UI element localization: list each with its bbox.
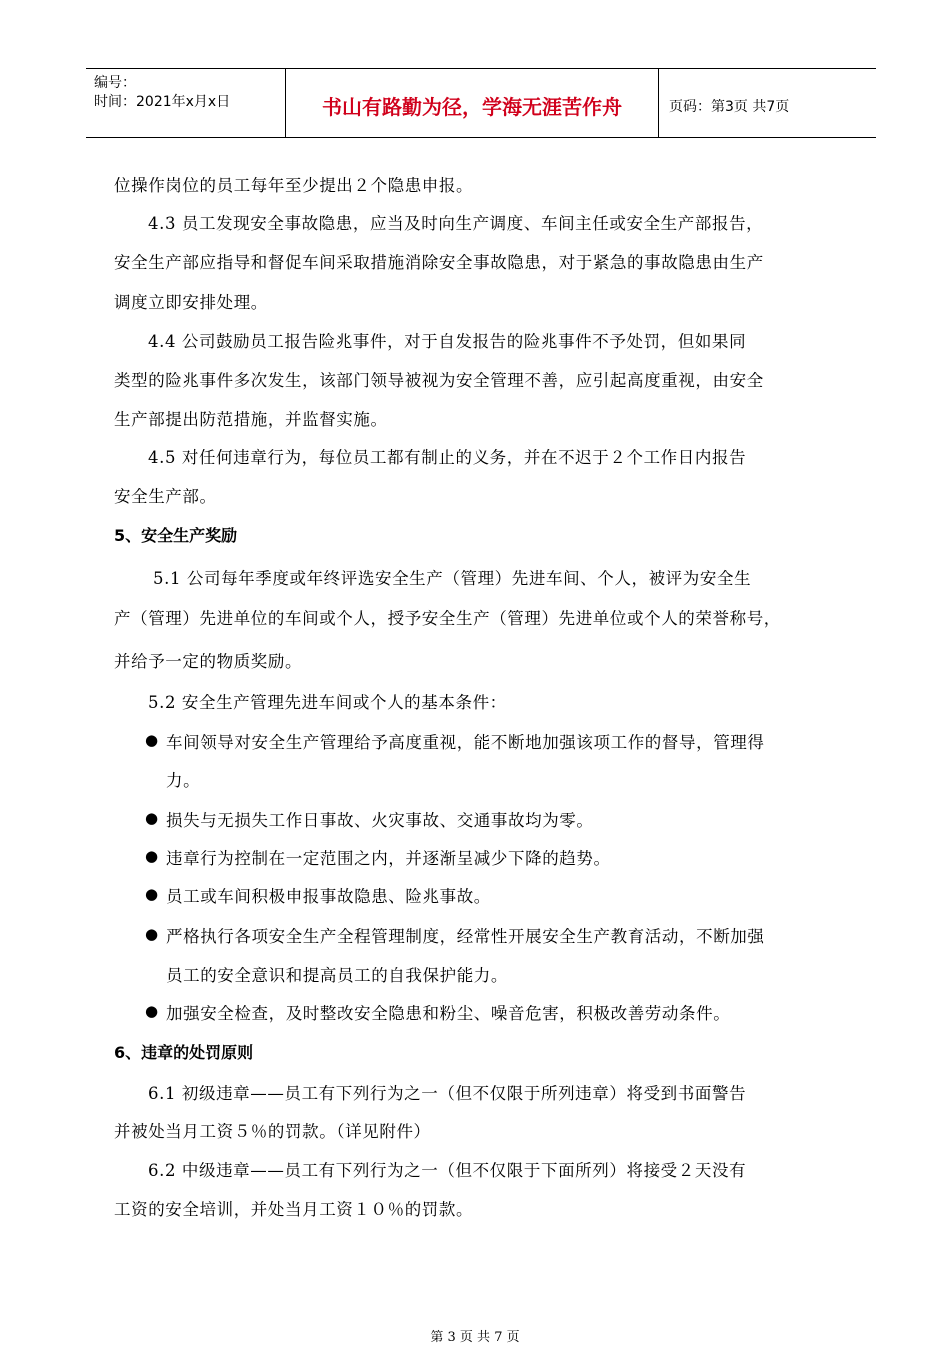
paragraph-line: 生产部提出防范措施，并监督实施。 — [114, 410, 388, 429]
list-item: 力。 — [166, 771, 201, 790]
header-page-cell — [659, 69, 876, 137]
paragraph-line: 类型的险兆事件多次发生，该部门领导被视为安全管理不善，应引起高度重视，由安全 — [114, 371, 764, 390]
paragraph-line: 工资的安全培训，并处当月工资１０％的罚款。 — [114, 1200, 474, 1219]
bullet-icon: ● — [145, 885, 159, 903]
header-meta-cell — [86, 69, 286, 137]
section-heading: 6、违章的处罚原则 — [114, 1043, 254, 1062]
header-page-number: 页码：第3页 共7页 — [669, 99, 790, 115]
list-item: 加强安全检查，及时整改安全隐患和粉尘、噪音危害，积极改善劳动条件。 — [166, 1004, 731, 1023]
paragraph-line: 产（管理）先进单位的车间或个人，授予安全生产（管理）先进单位或个人的荣誉称号， — [114, 609, 781, 628]
bullet-icon: ● — [145, 925, 159, 943]
paragraph-line: 4.4 公司鼓励员工报告险兆事件，对于自发报告的险兆事件不予处罚，但如果同 — [148, 332, 747, 351]
header-motto: 书山有路勤为径，学海无涯苦作舟 — [322, 95, 622, 119]
document-date-label: 时间：2021年x月x日 — [94, 94, 231, 110]
paragraph-line: 位操作岗位的员工每年至少提出２个隐患申报。 — [114, 176, 474, 195]
paragraph-line: 并给予一定的物质奖励。 — [114, 652, 303, 671]
list-item: 违章行为控制在一定范围之内，并逐渐呈减少下降的趋势。 — [166, 849, 611, 868]
paragraph-line: 安全生产部。 — [114, 487, 217, 506]
paragraph-line: 4.5 对任何违章行为，每位员工都有制止的义务，并在不迟于２个工作日内报告 — [148, 448, 747, 467]
page-footer: 第 3 页 共 7 页 — [430, 1330, 520, 1345]
document-number-label: 编号： — [94, 75, 136, 91]
list-item: 员工或车间积极申报事故隐患、险兆事故。 — [166, 887, 491, 906]
paragraph-line: 6.1 初级违章——员工有下列行为之一（但不仅限于所列违章）将受到书面警告 — [148, 1084, 747, 1103]
list-item: 损失与无损失工作日事故、火灾事故、交通事故均为零。 — [166, 811, 594, 830]
paragraph-line: 5.2 安全生产管理先进车间或个人的基本条件： — [148, 693, 507, 712]
list-item: 员工的安全意识和提高员工的自我保护能力。 — [166, 966, 508, 985]
bullet-icon: ● — [145, 847, 159, 865]
page-header — [86, 68, 876, 138]
paragraph-line: 安全生产部应指导和督促车间采取措施消除安全事故隐患，对于紧急的事故隐患由生产 — [114, 253, 764, 272]
section-heading: 5、安全生产奖励 — [114, 526, 238, 545]
paragraph-line: 5.1 公司每年季度或年终评选安全生产（管理）先进车间、个人，被评为安全生 — [153, 569, 752, 588]
bullet-icon: ● — [145, 731, 159, 749]
paragraph-line: 调度立即安排处理。 — [114, 293, 268, 312]
paragraph-line: 6.2 中级违章——员工有下列行为之一（但不仅限于下面所列）将接受２天没有 — [148, 1161, 747, 1180]
header-motto-cell — [286, 69, 659, 137]
list-item: 车间领导对安全生产管理给予高度重视，能不断地加强该项工作的督导，管理得 — [166, 733, 765, 752]
bullet-icon: ● — [145, 1002, 159, 1020]
paragraph-line: 4.3 员工发现安全事故隐患，应当及时向生产调度、车间主任或安全生产部报告， — [148, 214, 764, 233]
paragraph-line: 并被处当月工资５％的罚款。（详见附件） — [114, 1122, 431, 1141]
list-item: 严格执行各项安全生产全程管理制度，经常性开展安全生产教育活动，不断加强 — [166, 927, 765, 946]
bullet-icon: ● — [145, 809, 159, 827]
